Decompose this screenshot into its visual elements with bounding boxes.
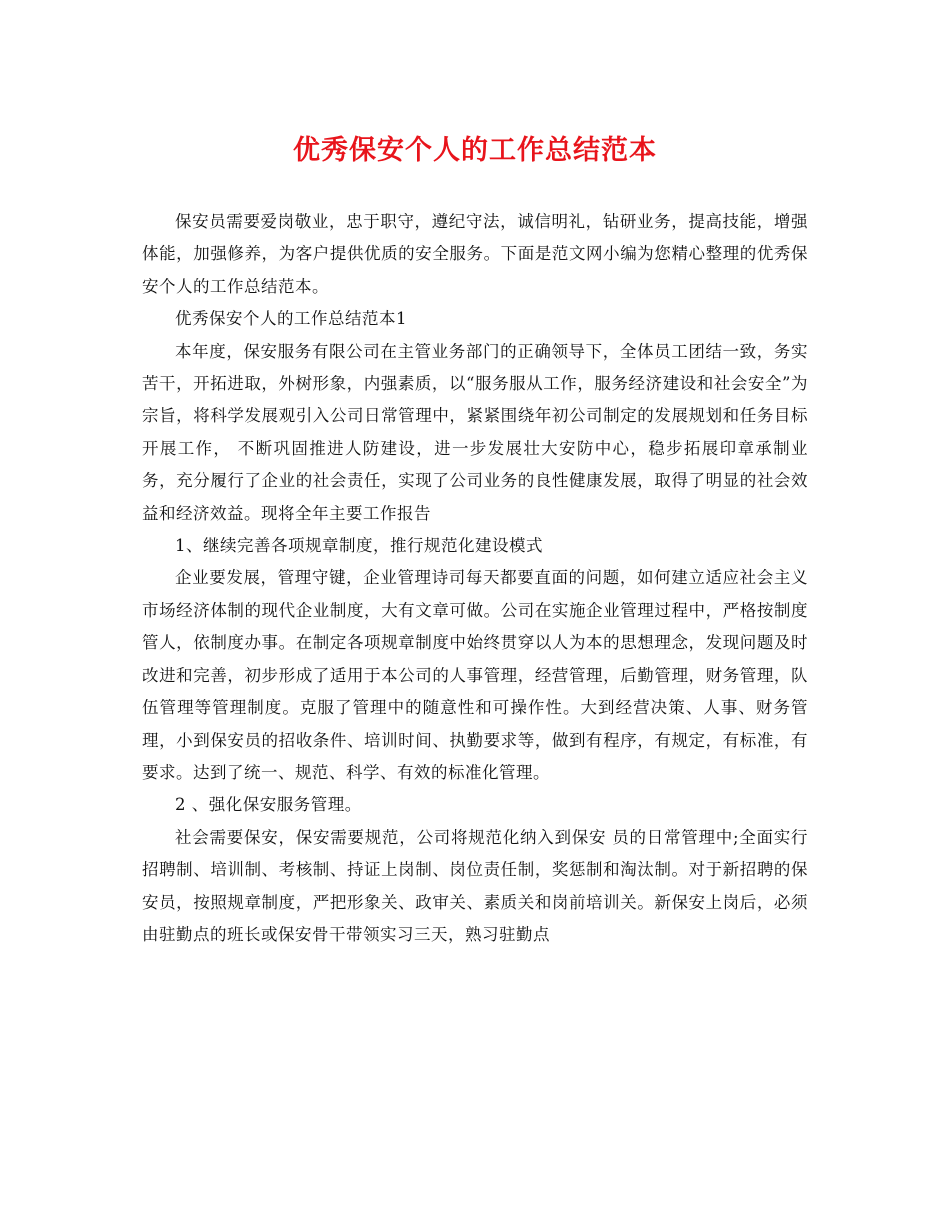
body-paragraph: 本年度，保安服务有限公司在主管业务部门的正确领导下，全体员工团结一致，务实苦干，开拓进取，外树形象，内强素质，以“服务服从工作，服务经济建设和社会安全”为宗旨，将科学发展观引入公司日常管理中，紧紧围绕年初公司制定的发展规划和任务目标开展工作， 不断巩固推进人防建设，进一步发展壮大安防中心，稳步拓展印章承制业务，充分履行了企业的社会责任，实现了公司业务的良性健康发展，取得了明显的社会效益和经济效益。现将全年主要工作报告 bbox=[142, 341, 808, 523]
intro-paragraph: 保安员需要爱岗敬业，忠于职守，遵纪守法，诚信明礼，钻研业务，提高技能，增强体能，加强修养，为客户提供优质的安全服务。下面是范文网小编为您精心整理的优秀保安个人的工作总结范本。 bbox=[142, 212, 808, 296]
item-heading-2: 2 、强化保安服务管理。 bbox=[175, 795, 362, 815]
body-paragraph: 社会需要保安，保安需要规范，公司将规范化纳入到保安 员的日常管理中;全面实行招聘制、培训制、考核制、持证上岗制、岗位责任制，奖惩制和淘汰制。对于新招聘的保安员，按照规章制度，严把形象关、政审关、素质关和岗前培训关。新保安上岗后，必须由驻勤点的班长或保安骨干带领实习三天，熟习驻勤点 bbox=[142, 827, 808, 944]
document-title: 优秀保安个人的工作总结范本 bbox=[293, 135, 657, 166]
document-body bbox=[142, 206, 808, 951]
section-heading: 优秀保安个人的工作总结范本1 bbox=[175, 309, 407, 329]
body-paragraph: 企业要发展，管理守键，企业管理诗司每天都要直面的问题，如何建立适应社会主义市场经济体制的现代企业制度，大有文章可做。公司在实施企业管理过程中，严格按制度管人，依制度办事。在制定各项规章制度中始终贯穿以人为本的思想理念，发现问题及时改进和完善，初步形成了适用于本公司的人事管理，经营管理，后勤管理，财务管理，队伍管理等管理制度。克服了管理中的随意性和可操作性。大到经营决策、人事、财务管理，小到保安员的招收条件、培训时间、执勤要求等，做到有程序，有规定，有标准，有要求。达到了统一、规范、科学、有效的标准化管理。 bbox=[142, 568, 808, 782]
item-heading-1: 1、继续完善各项规章制度，推行规范化建设模式 bbox=[175, 536, 543, 556]
